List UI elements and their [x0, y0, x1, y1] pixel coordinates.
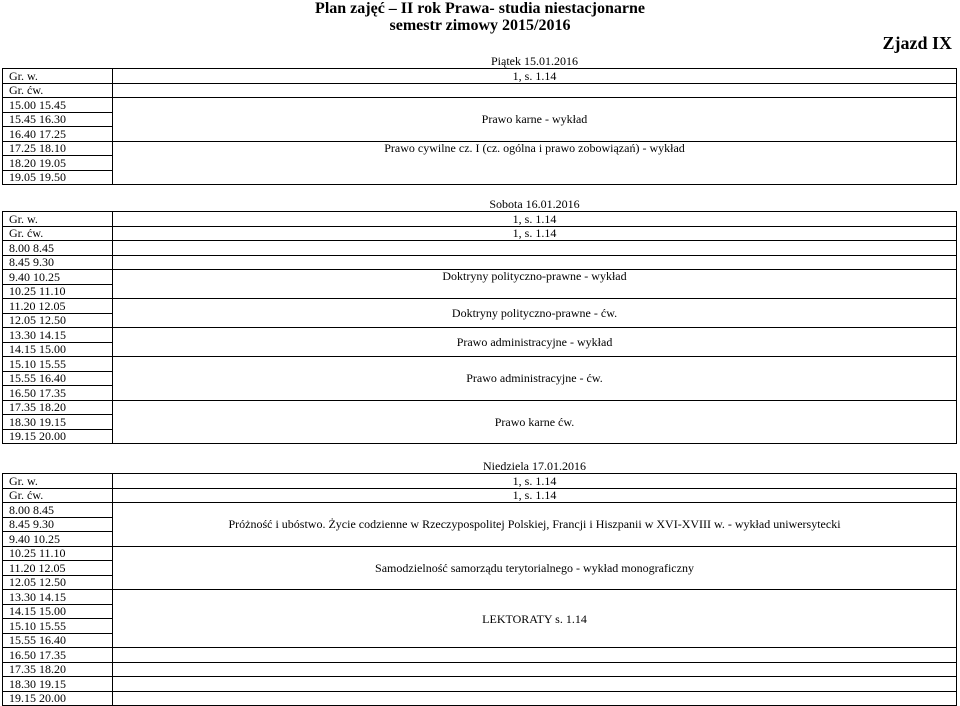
time-slot: 18.30 19.15	[3, 415, 113, 430]
time-slot: 12.05 12.50	[3, 313, 113, 328]
time-slot: 15.45 16.30	[3, 112, 113, 127]
time-slot: 12.05 12.50	[3, 575, 113, 590]
table-row	[3, 474, 957, 489]
subject-cell: Samodzielność samorządu terytorialnego - wykład monograficzny	[113, 546, 957, 590]
time-slot: 13.30 14.15	[3, 328, 113, 343]
time-slot: 15.00 15.45	[3, 98, 113, 113]
day-header: Niedziela 17.01.2016	[483, 459, 586, 473]
semester-title: semestr zimowy 2015/2016	[389, 17, 571, 34]
sunday-schedule-table	[2, 459, 957, 706]
room-cell: 1, s. 1.14	[113, 226, 957, 241]
table-row	[3, 226, 957, 241]
table-row	[3, 212, 957, 227]
time-slot: 16.50 17.35	[3, 648, 113, 663]
subject-cell: Prawo karne ćw.	[113, 400, 957, 444]
time-slot: 17.35 18.20	[3, 662, 113, 677]
time-slot: 13.30 14.15	[3, 590, 113, 605]
room-cell: 1, s. 1.14	[113, 488, 957, 503]
day-header: Sobota 16.01.2016	[489, 197, 580, 211]
room-cell: 1, s. 1.14	[113, 474, 957, 489]
subject-cell: Prawo cywilne cz. I (cz. ogólna i prawo zobowiązań) - wykład	[113, 141, 957, 185]
time-slot: 14.15 15.00	[3, 604, 113, 619]
table-row	[3, 141, 957, 156]
subject-cell: Doktryny polityczno-prawne - wykład	[113, 270, 957, 299]
subject-cell: Doktryny polityczno-prawne - ćw.	[113, 299, 957, 328]
group-label: Gr. ćw.	[3, 83, 113, 98]
time-slot: 11.20 12.05	[3, 561, 113, 576]
time-slot: 10.25 11.10	[3, 546, 113, 561]
table-row	[3, 69, 957, 84]
table-row	[3, 677, 957, 692]
table-row	[3, 328, 957, 343]
group-label: Gr. ćw.	[3, 226, 113, 241]
table-row	[3, 691, 957, 706]
time-slot: 19.15 20.00	[3, 691, 113, 706]
table-row	[3, 255, 957, 270]
time-slot: 8.00 8.45	[3, 241, 113, 256]
plan-title: Plan zajęć – II rok Prawa- studia niestacjonarne	[315, 0, 645, 17]
saturday-schedule-table	[2, 197, 957, 444]
day-header: Piątek 15.01.2016	[491, 54, 578, 68]
time-slot: 16.50 17.35	[3, 386, 113, 401]
table-row	[3, 400, 957, 415]
time-slot: 9.40 10.25	[3, 270, 113, 285]
subject-cell: Prawo administracyjne - ćw.	[113, 357, 957, 401]
subject-cell: LEKTORATY s. 1.14	[113, 590, 957, 648]
group-label: Gr. ćw.	[3, 488, 113, 503]
room-cell	[113, 83, 957, 98]
subject-cell: Prawo administracyjne - wykład	[113, 328, 957, 357]
table-row	[3, 459, 957, 474]
table-row	[3, 197, 957, 212]
time-slot: 15.10 15.55	[3, 357, 113, 372]
time-slot: 10.25 11.10	[3, 284, 113, 299]
table-row	[3, 241, 957, 256]
table-row	[3, 546, 957, 561]
time-slot: 17.35 18.20	[3, 400, 113, 415]
room-cell: 1, s. 1.14	[113, 212, 957, 227]
time-slot: 14.15 15.00	[3, 342, 113, 357]
friday-schedule-table	[2, 54, 957, 185]
table-row	[3, 270, 957, 285]
time-slot: 17.25 18.10	[3, 141, 113, 156]
time-slot: 8.45 9.30	[3, 517, 113, 532]
group-label: Gr. w.	[3, 474, 113, 489]
time-slot: 15.10 15.55	[3, 619, 113, 634]
time-slot: 19.15 20.00	[3, 429, 113, 444]
table-row	[3, 54, 957, 69]
time-slot: 15.55 16.40	[3, 633, 113, 648]
table-row	[3, 299, 957, 314]
table-row	[3, 357, 957, 372]
time-slot: 8.45 9.30	[3, 255, 113, 270]
time-slot: 16.40 17.25	[3, 127, 113, 142]
room-cell: 1, s. 1.14	[113, 69, 957, 84]
table-row	[3, 648, 957, 663]
table-row	[3, 488, 957, 503]
time-slot: 8.00 8.45	[3, 503, 113, 518]
time-slot: 19.05 19.50	[3, 170, 113, 185]
subject-cell: Próżność i ubóstwo. Życie codzienne w Rzeczypospolitej Polskiej, Francji i Hiszpanii w XVI-XVIII w. - wykład uniwersytecki	[113, 503, 957, 547]
group-label: Gr. w.	[3, 69, 113, 84]
table-row	[3, 98, 957, 113]
group-label: Gr. w.	[3, 212, 113, 227]
table-row	[3, 590, 957, 605]
time-slot: 18.30 19.15	[3, 677, 113, 692]
time-slot: 11.20 12.05	[3, 299, 113, 314]
time-slot: 9.40 10.25	[3, 532, 113, 547]
table-row	[3, 83, 957, 98]
time-slot: 15.55 16.40	[3, 371, 113, 386]
subject-cell: Prawo karne - wykład	[113, 98, 957, 142]
table-row	[3, 662, 957, 677]
table-row	[3, 503, 957, 518]
zjazd-label: Zjazd IX	[882, 33, 952, 53]
time-slot: 18.20 19.05	[3, 156, 113, 171]
